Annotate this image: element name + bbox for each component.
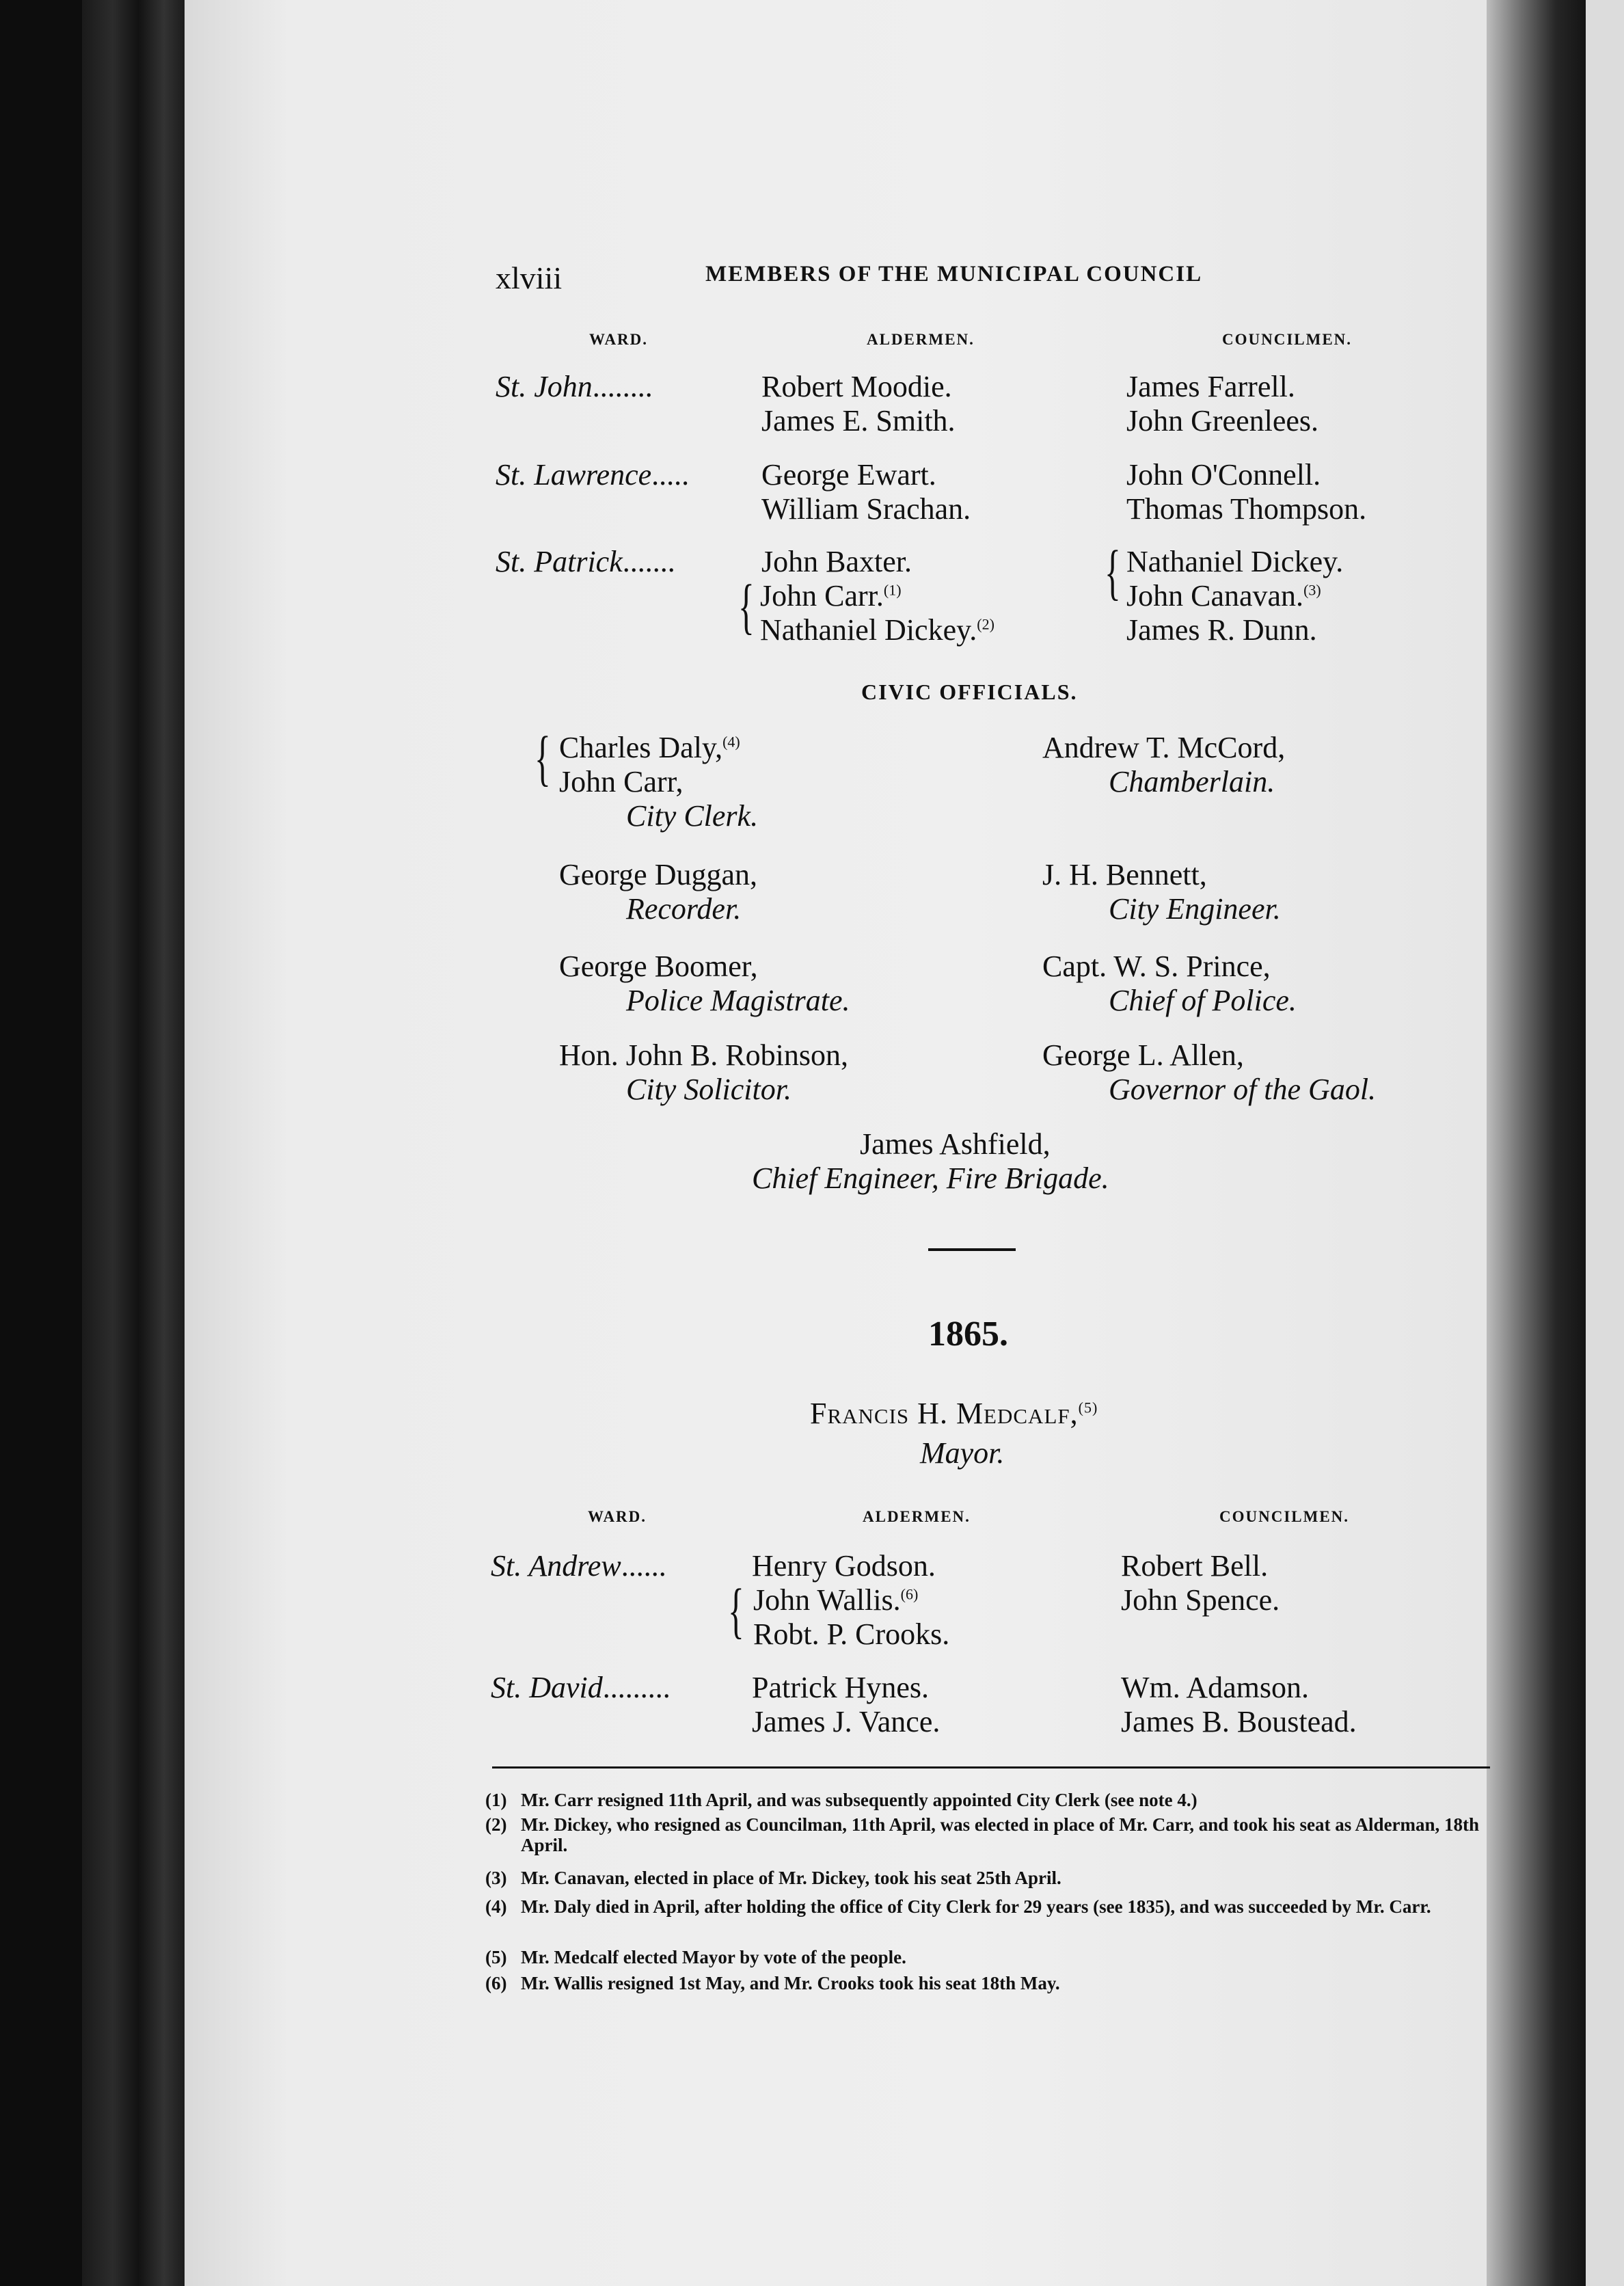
brace-left: { [534,725,551,792]
dot-leader: ......... [602,1671,671,1704]
official-title: Chief Engineer, Fire Brigade. [752,1161,1109,1195]
official-name: George Boomer, [559,950,758,983]
footnote: (1) Mr. Carr resigned 11th April, and was subsequently appointed City Clerk (see note 4.) [485,1790,1197,1810]
col-head-councilmen: COUNCILMEN. [1219,1508,1350,1525]
official-title: City Solicitor. [626,1073,791,1106]
councilman-name: James B. Boustead. [1121,1705,1357,1738]
ward-name: St. John [496,370,593,403]
mayor-title: Mayor. [920,1436,1005,1470]
alderman-name: William Srachan. [761,492,971,526]
official-title: City Clerk. [626,799,759,833]
footnote-ref: (1) [883,581,902,599]
brace-left: { [728,1577,744,1645]
brace-left: { [1105,539,1121,606]
ward-row-st-patrick [496,544,675,579]
alderman-name: Henry Godson. [752,1549,936,1583]
dot-leader: ........ [592,370,653,403]
ward-name: St. Andrew [491,1549,621,1583]
official-title: Chamberlain. [1109,765,1275,798]
alderman-name: Robt. P. Crooks. [753,1617,950,1651]
official-name: Charles Daly,$^{(4)}$ [559,731,740,764]
alderman-name: George Ewart. [761,458,936,492]
ward-row-st-david [491,1670,671,1705]
alderman-name: Patrick Hynes. [752,1671,930,1704]
section-heading-civic-officials: CIVIC OFFICIALS. [861,680,1078,704]
book-spine [82,0,185,2286]
ward-row-st-andrew [491,1548,666,1583]
footnote-ref: (3) [1303,581,1321,599]
dot-leader: ....... [622,545,675,578]
col-head-ward: WARD. [588,1508,647,1525]
footnote-ref: (6) [900,1585,919,1603]
footnote: (6) Mr. Wallis resigned 1st May, and Mr. Crooks took his seat 18th May. [485,1973,1060,1993]
mayor-name: Francis H. Medcalf,$^{(5)}$ [810,1397,1098,1430]
official-name: Capt. W. S. Prince, [1042,950,1271,983]
alderman-name: Nathaniel Dickey.$^{(2)}$ [760,613,994,647]
section-divider [928,1248,1016,1251]
official-name: J. H. Bennett, [1042,858,1207,891]
footnote: (3) Mr. Canavan, elected in place of Mr. Dickey, took his seat 25th April. [485,1868,1061,1888]
councilman-name: John Canavan.$^{(3)}$ [1126,579,1321,613]
col-head-aldermen: ALDERMEN. [867,331,975,348]
ward-row-st-lawrence [496,457,689,492]
brace-left: { [738,573,755,641]
councilman-name: Wm. Adamson. [1121,1671,1309,1704]
ward-row-st-john [496,369,653,404]
councilman-name: Robert Bell. [1121,1549,1269,1583]
footnote-rule [492,1766,1490,1769]
dot-leader: ..... [651,458,690,492]
page-number: xlviii [496,260,563,295]
alderman-name: John Baxter. [761,545,912,578]
col-head-ward: WARD. [589,331,649,348]
official-name: Andrew T. McCord, [1042,731,1286,764]
official-title: City Engineer. [1109,892,1281,926]
footnote-ref: (4) [722,733,740,751]
alderman-name: James J. Vance. [752,1705,940,1738]
official-title: Governor of the Gaol. [1109,1073,1377,1106]
col-head-aldermen: ALDERMEN. [863,1508,971,1525]
running-title: MEMBERS OF THE MUNICIPAL COUNCIL [705,262,1203,286]
scan-left-edge [0,0,82,2286]
footnote-ref: (2) [977,615,994,633]
dot-leader: ...... [621,1549,666,1583]
alderman-name: John Carr.$^{(1)}$ [760,579,902,613]
official-name: James Ashfield, [860,1127,1051,1161]
official-title: Recorder. [626,892,742,926]
page-gutter-shadow [1487,0,1586,2286]
ward-name: St. Patrick [496,545,623,578]
official-name: George L. Allen, [1042,1038,1244,1072]
ward-name: St. David [491,1671,603,1704]
councilman-name: John O'Connell. [1126,458,1321,492]
scan-right-edge [1586,0,1624,2286]
footnote-ref: (5) [1078,1399,1098,1416]
col-head-councilmen: COUNCILMEN. [1222,331,1353,348]
year-heading: 1865. [928,1315,1008,1354]
alderman-name: Robert Moodie. [761,370,952,403]
book-page [185,0,1487,2286]
alderman-name: James E. Smith. [761,404,956,438]
alderman-name: John Wallis.$^{(6)}$ [753,1583,919,1617]
official-name: George Duggan, [559,858,757,891]
footnote: (4) Mr. Daly died in April, after holding the office of City Clerk for 29 years (see 1835), and was succeeded by Mr. Carr. [485,1896,1431,1917]
councilman-name: John Spence. [1121,1583,1280,1617]
councilman-name: James R. Dunn. [1126,613,1317,647]
footnote: (2) Mr. Dickey, who resigned as Councilman, 11th April, was elected in place of Mr. Carr, and took his seat as Alderman, 18th April. [485,1814,1480,1855]
councilman-name: Nathaniel Dickey. [1126,545,1344,578]
official-name: Hon. John B. Robinson, [559,1038,848,1072]
official-title: Chief of Police. [1109,984,1297,1017]
councilman-name: John Greenlees. [1126,404,1319,438]
official-name: John Carr, [559,765,684,798]
official-title: Police Magistrate. [626,984,850,1017]
ward-name: St. Lawrence [496,458,652,492]
councilman-name: Thomas Thompson. [1126,492,1367,526]
footnote: (5) Mr. Medcalf elected Mayor by vote of the people. [485,1947,906,1967]
councilman-name: James Farrell. [1126,370,1295,403]
